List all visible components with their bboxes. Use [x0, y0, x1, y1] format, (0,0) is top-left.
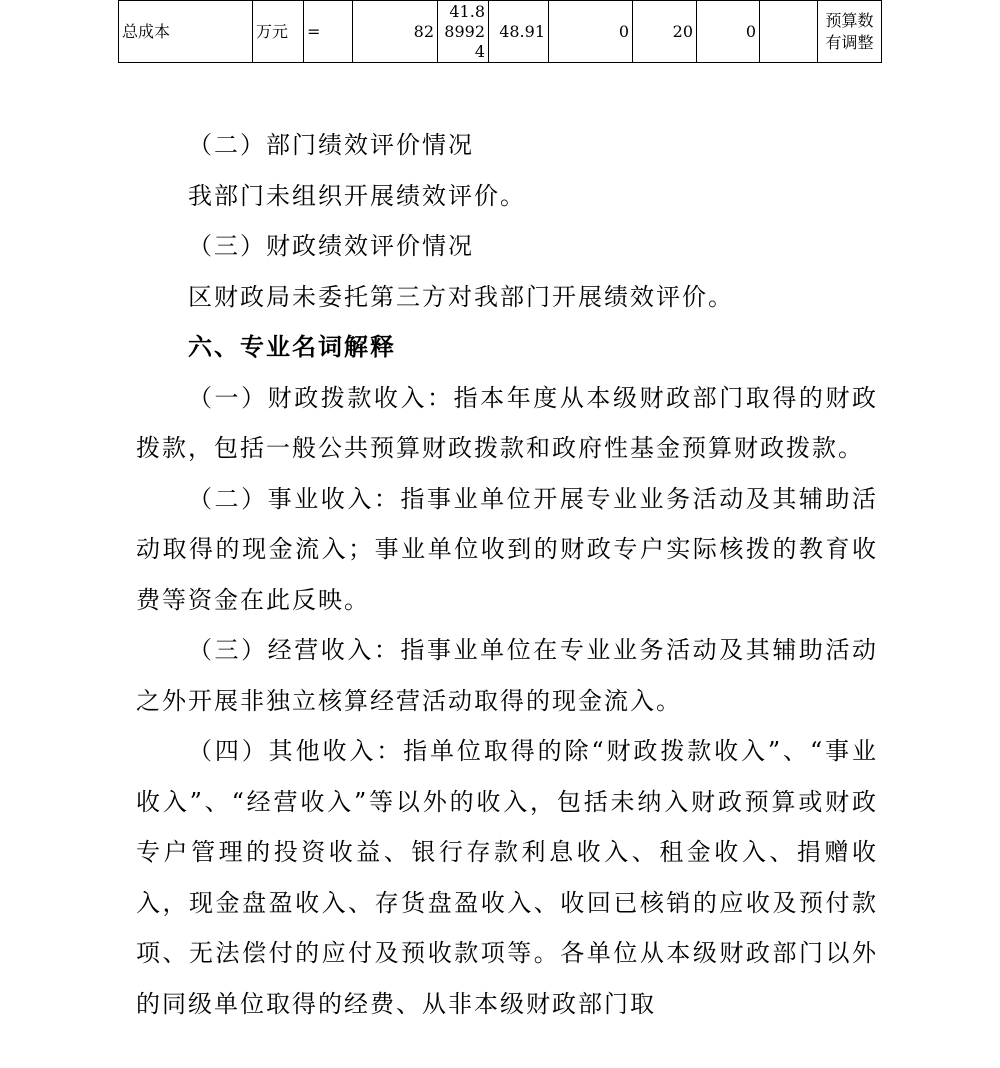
target-value-cell: 82 [353, 1, 438, 63]
section-body-dept-eval: 我部门未组织开展绩效评价。 [188, 181, 526, 210]
table-row [119, 1, 882, 63]
document-body [136, 120, 878, 1029]
unit-cell: 万元 [253, 1, 304, 63]
value-cell-9: 0 [697, 1, 760, 63]
value-cell-10 [760, 1, 818, 63]
glossary-item-other-income [136, 726, 878, 1029]
value-cell-5: 41.889924 [438, 1, 489, 63]
glossary-definition: 指本年度从本级财政部门取得的财政拨款，包括一般公共预算财政拨款和政府性基金预算财政拨款。 [136, 383, 879, 462]
glossary-term: （一）财政拨款收入： [188, 383, 454, 412]
value-cell-6: 48.91 [489, 1, 549, 63]
glossary-definition: 指事业单位在专业业务活动及其辅助活动之外开展非独立核算经营活动取得的现金流入。 [136, 636, 879, 715]
glossary-term: （三）经营收入： [188, 636, 401, 664]
note-cell: 预算数有调整 [818, 1, 882, 63]
glossary-item-fiscal-appropriation [136, 373, 878, 474]
glossary-term: （二）事业收入： [188, 484, 401, 513]
glossary-item-operating-income [136, 625, 878, 726]
operator-cell: = [304, 1, 353, 63]
glossary-term: （四）其他收入： [188, 737, 404, 765]
section-title-fiscal-eval: （三）财政绩效评价情况 [188, 232, 474, 260]
value-cell-8: 20 [633, 1, 697, 63]
value-cell-7: 0 [549, 1, 633, 63]
performance-table [118, 0, 882, 63]
glossary-definition: 指单位取得的除“财政拨款收入”、“事业收入”、“经营收入”等以外的收入，包括未纳入财政预算或财政专户管理的投资收益、银行存款利息收入、租金收入、捐赠收入，现金盘盈收入、存货盘盈收入、收回已核销的应收及预付款项、无法偿付的应付及预收款项等。各单位从本级财政部门以外的同级单位取得的经费、从非本级财政部门取 [136, 737, 879, 1018]
glossary-item-business-income [136, 474, 878, 626]
indicator-cell: 总成本 [119, 1, 253, 63]
section-heading-glossary: 六、专业名词解释 [188, 333, 396, 361]
section-title-dept-eval: （二）部门绩效评价情况 [188, 131, 474, 159]
section-body-fiscal-eval: 区财政局未委托第三方对我部门开展绩效评价。 [188, 282, 734, 311]
glossary-definition: 指事业单位开展专业业务活动及其辅助活动取得的现金流入；事业单位收到的财政专户实际核拨的教育收费等资金在此反映。 [136, 484, 879, 614]
